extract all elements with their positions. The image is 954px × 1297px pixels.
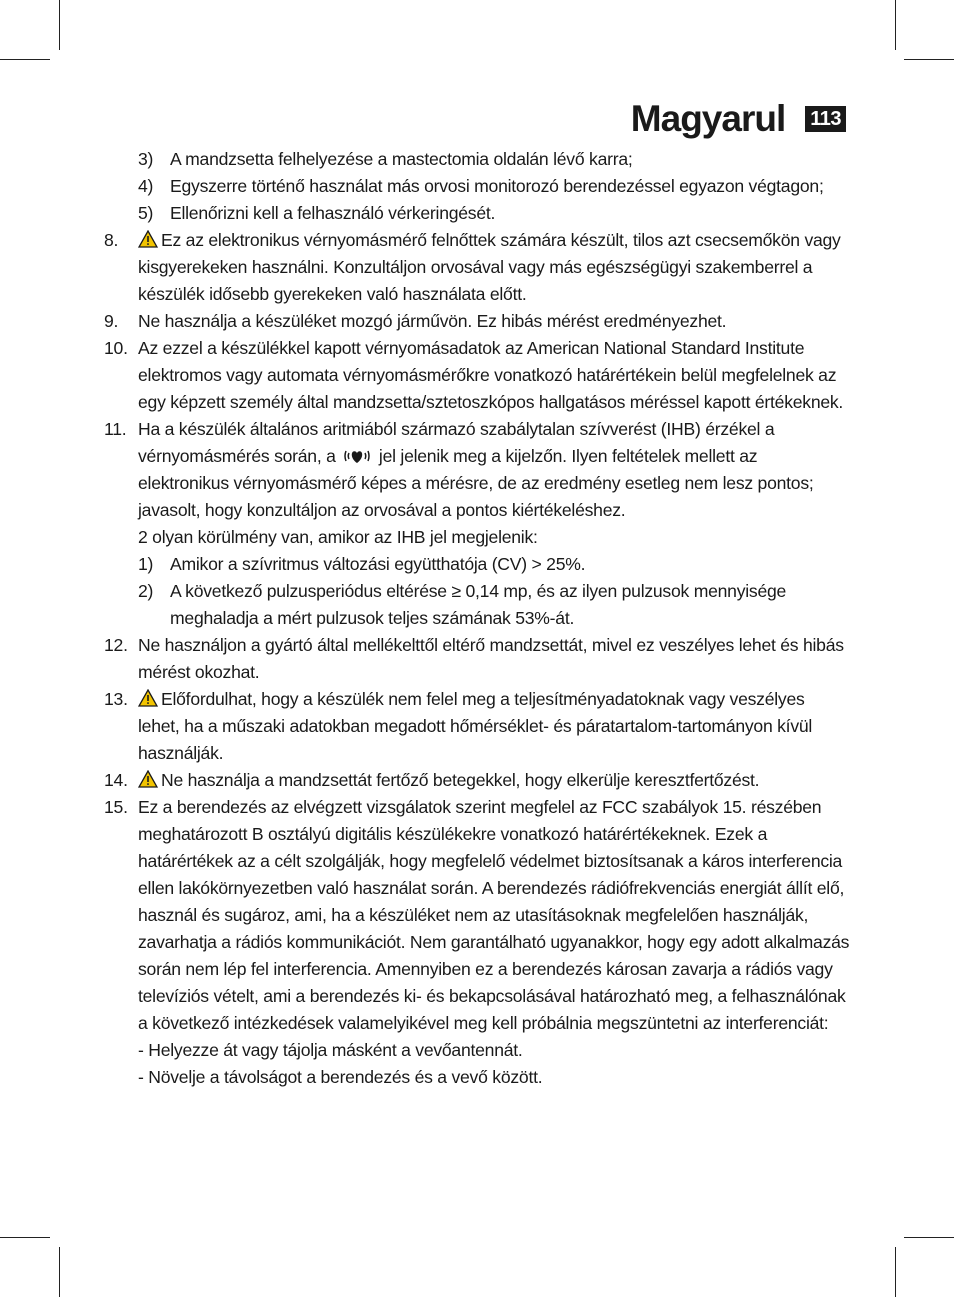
page-header <box>631 96 846 142</box>
irregular-heartbeat-icon <box>342 447 372 465</box>
paragraph: - Növelje a távolságot a berendezés és a vevő között. <box>138 1067 543 1087</box>
list-item: 15. Ez a berendezés az elvégzett vizsgálatok szerint megfelel az FCC szabályok 15. részében meghatározott B osztályú digitális készülékekre vonatkozó határértékeknek. Ezek a határértékek az a célt szolgálják, hogy megfelelő védelmet biztosítsanak a káros interferencia ellen lakókörnyezetben való használat során. A berendezés rádiófrekvenciás energiát állít elő, használ és sugároz, ami, ha a készüléket nem az utasításoknak megfelelően használják, zavarhatja a rádiós kommunikációt. Nem garantálható ugyanakkor, hogy egy adott alkalmazás során nem lép fel interferencia. Amennyiben ez a berendezés károsan zavarja a rádiós vagy televíziós vételt, ami a berendezés ki- és bekapcsolásával határozható meg, a felhasználónak a következő intézkedések valamelyikével meg kell próbálnia megszüntetni az interferenciát: <box>104 797 850 1033</box>
paragraph: 2 olyan körülmény van, amikor az IHB jel megjelenik: <box>138 527 538 547</box>
crop-mark <box>59 1247 60 1297</box>
list-item: 5) Ellenőrizni kell a felhasználó vérkeringését. <box>138 203 496 223</box>
warning-icon <box>138 689 158 707</box>
list-item: 11. Ha a készülék általános aritmiából származó szabálytalan szívverést (IHB) érzékel a vérnyomásmérés során, a jel jelenik meg a kijelzőn. Ilyen feltételek mellett az elektronikus vérnyomásmérő képes a mérésre, de az eredmény esetleg nem lesz pontos; javasolt, hogy konzultáljon az orvosával a pontos kiértékeléshez. <box>104 419 814 520</box>
crop-mark <box>0 1237 50 1238</box>
list-item: 10. Az ezzel a készülékkel kapott vérnyomásadatok az American National Standard Institute elektromos vagy automata vérnyomásmérőkre vonatkozó határértékein belül megfelelnek az egy képzett személy által mandzsetta/sztetoszkópos hallgatásos méréssel kapott értékeknek. <box>104 338 844 412</box>
list-item: 8. Ez az elektronikus vérnyomásmérő felnőttek számára készült, tilos azt csecsemőkön vagy kisgyerekeken használni. Konzultáljon orvosával vagy más egészségügyi szakemberrel a készülék idősebb gyerekeken való használata előtt. <box>104 230 841 304</box>
crop-mark <box>904 59 954 60</box>
page-number-badge: 113 <box>805 106 846 132</box>
list-item: 2) A következő pulzusperiódus eltérése ≥ 0,14 mp, és az ilyen pulzusok mennyisége meghaladja a mért pulzusok teljes számának 53%-át. <box>138 581 787 628</box>
warning-icon <box>138 230 158 248</box>
list-item: 3) A mandzsetta felhelyezése a mastectomia oldalán lévő karra; <box>138 149 633 169</box>
warning-icon <box>138 770 158 788</box>
paragraph: - Helyezze át vagy tájolja másként a vevőantennát. <box>138 1040 523 1060</box>
crop-mark <box>0 59 50 60</box>
page-title: Magyarul <box>630 98 786 139</box>
list-item: 14. Ne használja a mandzsettát fertőző betegekkel, hogy elkerülje keresztfertőzést. <box>104 770 760 790</box>
list-item: 13. Előfordulhat, hogy a készülék nem felel meg a teljesítményadatoknak vagy veszélyes lehet, ha a műszaki adatokban megadott hőmérséklet- és páratartalom-tartományon kívül használják. <box>104 689 813 763</box>
list-item: 1) Amikor a szívritmus változási együtthatója (CV) > 25%. <box>138 554 586 574</box>
crop-mark <box>895 1247 896 1297</box>
list-item: 12. Ne használjon a gyártó által mellékelttől eltérő mandzsettát, mivel ez veszélyes lehet és hibás mérést okozhat. <box>104 635 844 682</box>
list-item: 4) Egyszerre történő használat más orvosi monitorozó berendezéssel egyazon végtagon; <box>138 176 824 196</box>
list-item: 9. Ne használja a készüléket mozgó járművön. Ez hibás mérést eredményezhet. <box>104 311 727 331</box>
crop-mark <box>904 1237 954 1238</box>
document-body <box>104 146 850 1091</box>
crop-mark <box>59 0 60 50</box>
crop-mark <box>895 0 896 50</box>
